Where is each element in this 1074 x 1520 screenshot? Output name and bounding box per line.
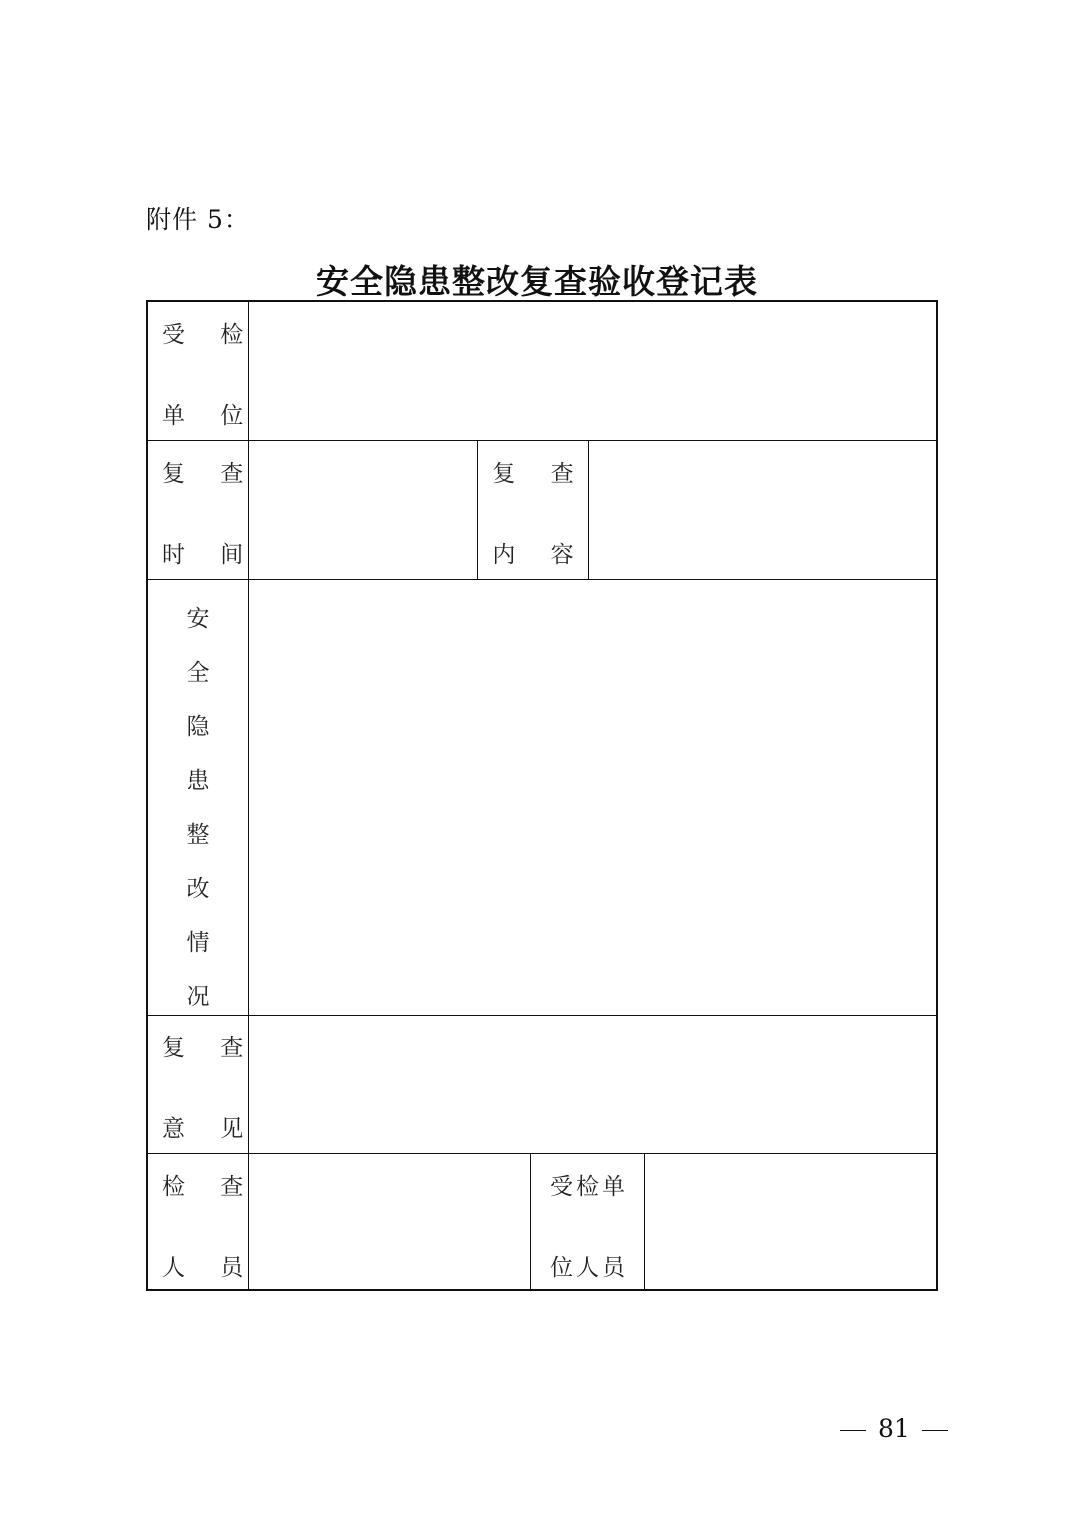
label-review-time: 复 查 时 间 xyxy=(148,441,249,579)
review-opinion-field[interactable] xyxy=(249,1016,936,1153)
form-title: 安全隐患整改复查验收登记表 xyxy=(316,262,758,301)
row-review-opinion xyxy=(148,1016,936,1154)
review-time-field[interactable] xyxy=(249,441,478,579)
row-review-time-content xyxy=(148,441,936,580)
inspector-field[interactable] xyxy=(249,1154,531,1290)
inspected-unit-field[interactable] xyxy=(249,302,936,440)
label-inspected-unit: 受 检 单 位 xyxy=(148,302,249,440)
attachment-label: 附件 5： xyxy=(146,205,250,234)
label-rectification-status: 安 全 隐 患 整 改 情 况 xyxy=(148,580,249,1015)
dash-right xyxy=(922,1430,948,1431)
label-review-opinion: 复 查 意 见 xyxy=(148,1016,249,1153)
row-signatures xyxy=(148,1154,936,1290)
row-rectification-status xyxy=(148,580,936,1016)
label-inspector: 检 查 人 员 xyxy=(148,1154,249,1290)
dash-left xyxy=(840,1430,866,1431)
page-number: 81 xyxy=(828,1414,960,1443)
label-inspected-unit-staff: 受检单 位人员 xyxy=(531,1154,645,1290)
label-review-content: 复 查 内 容 xyxy=(478,441,589,579)
rectification-status-field[interactable] xyxy=(249,580,936,1015)
review-content-field[interactable] xyxy=(589,441,936,579)
registration-form-table xyxy=(146,300,938,1291)
inspected-unit-staff-field[interactable] xyxy=(645,1154,936,1290)
row-inspected-unit xyxy=(148,302,936,441)
